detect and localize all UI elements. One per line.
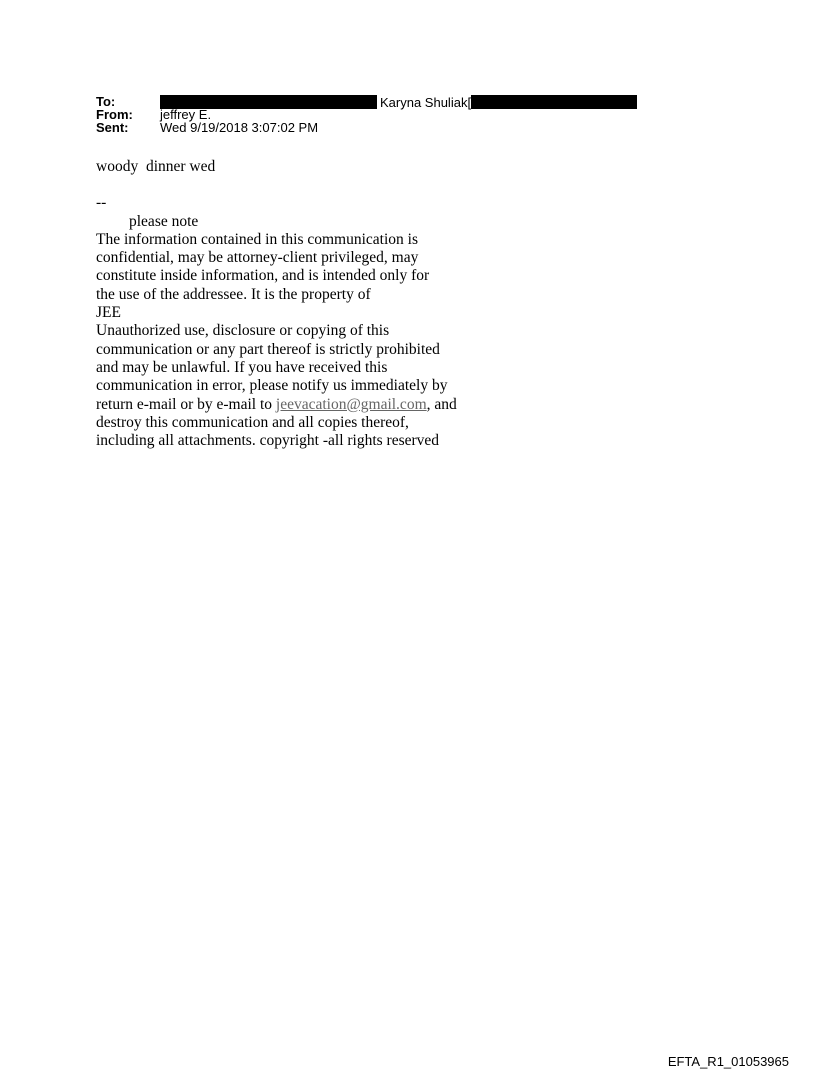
disclaimer-line: The information contained in this communication is: [96, 230, 418, 248]
disclaimer-line: the use of the addressee. It is the property of: [96, 285, 371, 303]
email-link[interactable]: jeevacation@gmail.com: [275, 395, 427, 413]
to-recipient-name: Karyna Shuliak[: [380, 95, 472, 110]
disclaimer-line: Unauthorized use, disclosure or copying of this: [96, 322, 390, 340]
disclaimer-line: and may be unlawful. If you have received this: [96, 358, 388, 376]
disclaimer-text: return e-mail or by e-mail to: [96, 395, 276, 413]
spacer: [96, 176, 457, 194]
sent-value: Wed 9/19/2018 3:07:02 PM: [160, 120, 319, 135]
disclaimer-line: including all attachments. copyright -all rights reserved: [96, 432, 440, 450]
disclaimer-line-with-link: [96, 396, 457, 414]
disclaimer-line: communication in error, please notify us immediately by: [96, 377, 448, 395]
disclaimer-text: , and: [426, 395, 457, 413]
to-label: To:: [96, 94, 116, 109]
from-label: From:: [96, 107, 133, 122]
document-id: EFTA_R1_01053965: [667, 1054, 789, 1069]
message-text: woody dinner wed: [96, 158, 216, 175]
disclaimer-line: communication or any part thereof is strictly prohibited: [96, 340, 440, 358]
sent-label: Sent:: [96, 120, 129, 135]
to-value: [160, 95, 637, 109]
disclaimer-line: destroy this communication and all copies thereof,: [96, 413, 409, 431]
disclaimer-line: JEE: [96, 304, 121, 322]
note-heading: please note: [129, 212, 199, 230]
disclaimer-line: constitute inside information, and is intended only for: [96, 267, 430, 285]
email-body: [96, 158, 457, 450]
redaction-bar: [471, 95, 637, 109]
disclaimer-line: confidential, may be attorney-client privileged, may: [96, 249, 419, 267]
from-value: jeffrey E.: [160, 107, 212, 122]
signature-separator: --: [96, 194, 107, 212]
